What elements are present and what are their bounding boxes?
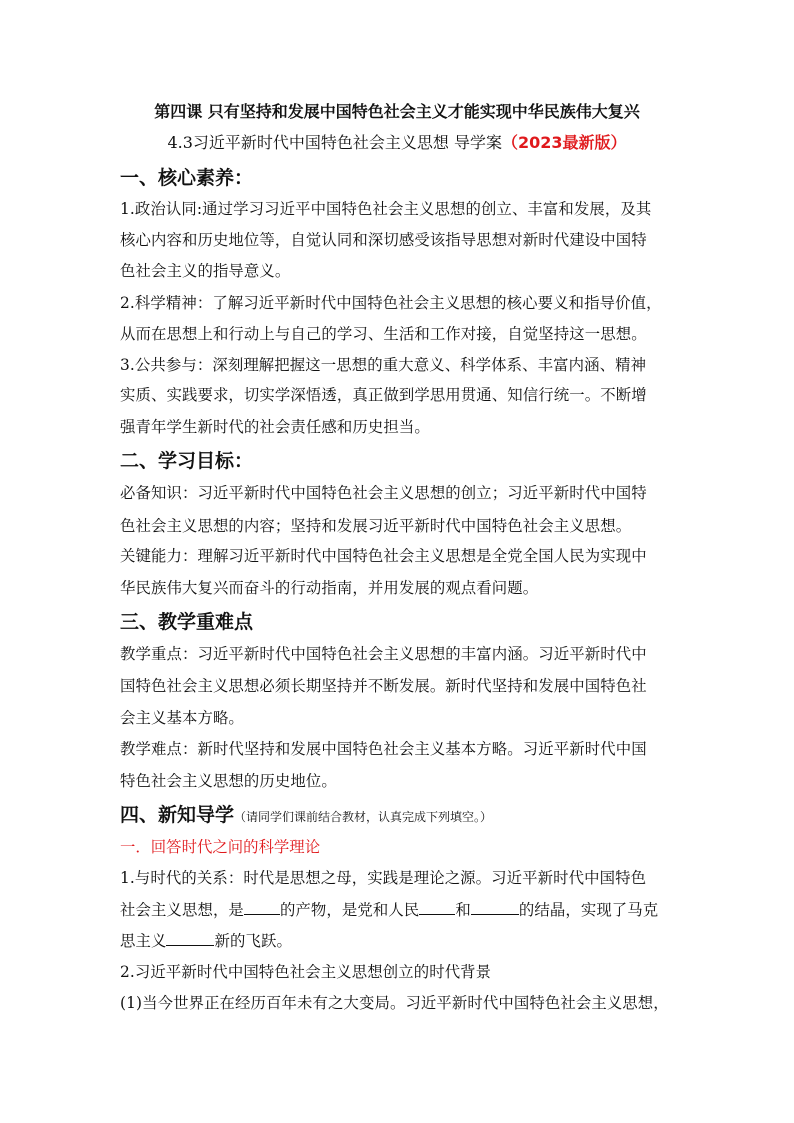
paragraph-line: 核心内容和历史地位等，自觉认同和深切感受该指导思想对新时代建设中国特 bbox=[120, 231, 647, 249]
question-text: 和 bbox=[455, 901, 471, 919]
paragraph-line: 必备知识：习近平新时代中国特色社会主义思想的创立；习近平新时代中国特 bbox=[120, 484, 647, 502]
question-text: 新的飞跃。 bbox=[214, 932, 292, 950]
question-line: (1)当今世界正在经历百年未有之大变局。习近平新时代中国特色社会主义思想， bbox=[120, 994, 669, 1012]
paragraph-line: 色社会主义的指导意义。 bbox=[120, 262, 291, 280]
question-line: 2.习近平新时代中国特色社会主义思想创立的时代背景 bbox=[120, 963, 492, 981]
question-text: 社会主义思想，是 bbox=[120, 901, 244, 919]
paragraph-line: 2.科学精神：了解习近平新时代中国特色社会主义思想的核心要义和指导价值， bbox=[120, 294, 662, 312]
paragraph-line: 实质、实践要求，切实学深悟透，真正做到学思用贯通、知信行统一。不断增 bbox=[120, 386, 647, 404]
paragraph-line: 国特色社会主义思想必须长期坚持并不断发展。新时代坚持和发展中国特色社 bbox=[120, 677, 647, 695]
subtitle-text: 4.3习近平新时代中国特色社会主义思想 导学案 bbox=[167, 133, 502, 152]
lesson-title: 第四课 只有坚持和发展中国特色社会主义才能实现中华民族伟大复兴 bbox=[154, 102, 640, 121]
question-text: 的结晶，实现了马克 bbox=[518, 901, 659, 919]
paragraph-line: 教学难点：新时代坚持和发展中国特色社会主义基本方略。习近平新时代中国 bbox=[120, 740, 647, 758]
fill-blank[interactable] bbox=[419, 900, 455, 915]
section-heading-core-literacy: 一、核心素养： bbox=[120, 167, 254, 189]
paragraph-line: 强青年学生新时代的社会责任感和历史担当。 bbox=[120, 418, 430, 436]
subsection-heading: 一．回答时代之问的科学理论 bbox=[120, 838, 321, 856]
fill-blank[interactable] bbox=[244, 900, 280, 915]
paragraph-line: 色社会主义思想的内容；坚持和发展习近平新时代中国特色社会主义思想。 bbox=[120, 517, 632, 535]
subtitle-edition-badge: （2023最新版） bbox=[502, 133, 627, 152]
paragraph-line: 华民族伟大复兴而奋斗的行动指南，并用发展的观点看问题。 bbox=[120, 579, 539, 597]
paragraph-line: 从而在思想上和行动上与自己的学习、生活和工作对接，自觉坚持这一思想。 bbox=[120, 325, 647, 343]
question-text: 的产物，是党和人民 bbox=[279, 901, 420, 919]
paragraph-line: 关键能力：理解习近平新时代中国特色社会主义思想是全党全国人民为实现中 bbox=[120, 547, 647, 565]
lesson-subtitle bbox=[0, 131, 794, 155]
fill-blank[interactable] bbox=[166, 931, 214, 946]
paragraph-line: 3.公共参与：深刻理解把握这一思想的重大意义、科学体系、丰富内涵、精神 bbox=[120, 356, 647, 374]
question-text: 思主义 bbox=[120, 932, 167, 950]
paragraph-line: 会主义基本方略。 bbox=[120, 709, 244, 727]
fill-blank[interactable] bbox=[471, 900, 519, 915]
section-heading-learning-goals: 二、学习目标： bbox=[120, 450, 254, 472]
paragraph-line: 特色社会主义思想的历史地位。 bbox=[120, 772, 337, 790]
section-heading-new-knowledge bbox=[120, 801, 492, 831]
section-heading-note: （请同学们课前结合教材，认真完成下列填空。） bbox=[234, 810, 493, 824]
paragraph-line: 教学重点：习近平新时代中国特色社会主义思想的丰富内涵。习近平新时代中 bbox=[120, 645, 647, 663]
question-line bbox=[120, 899, 680, 921]
question-line: 1.与时代的关系：时代是思想之母，实践是理论之源。习近平新时代中国特色 bbox=[120, 869, 647, 887]
question-line bbox=[120, 930, 680, 952]
section-heading-key-points: 三、教学重难点 bbox=[120, 611, 254, 633]
paragraph-line: 1.政治认同:通过学习习近平中国特色社会主义思想的创立、丰富和发展，及其 bbox=[120, 200, 652, 218]
section-heading-text: 四、新知导学 bbox=[120, 804, 235, 826]
